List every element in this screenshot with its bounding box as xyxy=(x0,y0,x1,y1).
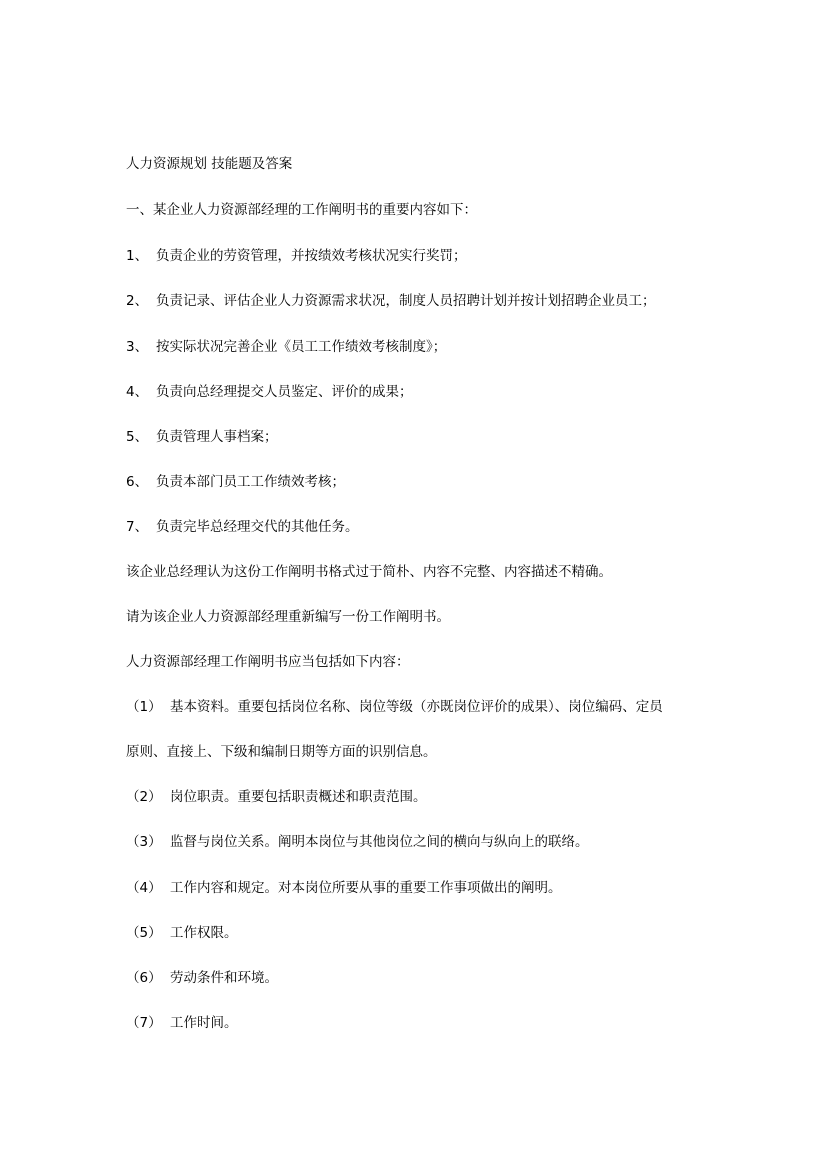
duty-item xyxy=(126,383,413,401)
duty-text: 负责记录、评估企业人力资源需求状况，制度人员招聘计划并按计划招聘企业员工； xyxy=(156,293,656,309)
duty-number: 5、 xyxy=(126,429,149,445)
duty-text: 负责管理人事档案； xyxy=(156,429,278,445)
duty-text: 负责向总经理提交人员鉴定、评价的成果； xyxy=(156,384,413,400)
answer-item xyxy=(126,698,663,716)
answer-text: 基本资料。重要包括岗位名称、岗位等级（亦既岗位评价的成果）、岗位编码、定员 xyxy=(170,699,663,715)
duty-item xyxy=(126,338,446,356)
answer-text: 岗位职责。重要包括职责概述和职责范围。 xyxy=(170,789,427,805)
answer-text: 劳动条件和环境。 xyxy=(170,970,278,986)
answer-item xyxy=(126,833,589,851)
answer-number: （2） xyxy=(126,789,162,805)
answer-item xyxy=(126,788,427,806)
duty-number: 3、 xyxy=(126,339,149,355)
duty-number: 1、 xyxy=(126,248,149,264)
duty-text: 按实际状况完善企业《员工工作绩效考核制度》； xyxy=(156,339,447,355)
answer-number: （6） xyxy=(126,970,162,986)
answer-text: 监督与岗位关系。阐明本岗位与其他岗位之间的横向与纵向上的联络。 xyxy=(170,834,589,850)
duty-item xyxy=(126,428,278,446)
answer-number: （1） xyxy=(126,699,162,715)
answer-number: （4） xyxy=(126,880,162,896)
duty-text: 负责完毕总经理交代的其他任务。 xyxy=(156,519,359,535)
duty-item xyxy=(126,518,359,536)
answer-text: 原则、直接上、下级和编制日期等方面的识别信息。 xyxy=(126,744,437,760)
duty-number: 2、 xyxy=(126,293,149,309)
answer-text: 工作权限。 xyxy=(170,925,238,941)
answer-number: （7） xyxy=(126,1015,162,1031)
duty-item xyxy=(126,473,345,491)
answer-item-continuation xyxy=(126,743,437,761)
duty-number: 4、 xyxy=(126,384,149,400)
answer-intro: 人力资源部经理工作阐明书应当包括如下内容： xyxy=(126,654,410,670)
duty-item xyxy=(126,247,467,265)
duty-text: 负责企业的劳资管理，并按绩效考核状况实行奖罚； xyxy=(156,248,467,264)
duty-text: 负责本部门员工工作绩效考核； xyxy=(156,474,345,490)
answer-text: 工作时间。 xyxy=(170,1015,238,1031)
answer-item xyxy=(126,969,278,987)
task-paragraph: 请为该企业人力资源部经理重新编写一份工作阐明书。 xyxy=(126,609,450,625)
answer-item xyxy=(126,924,238,942)
duty-number: 6、 xyxy=(126,474,149,490)
answer-item xyxy=(126,879,562,897)
answer-number: （3） xyxy=(126,834,162,850)
answer-item xyxy=(126,1014,238,1032)
duty-number: 7、 xyxy=(126,519,149,535)
duty-item xyxy=(126,292,656,310)
answer-number: （5） xyxy=(126,925,162,941)
answer-text: 工作内容和规定。对本岗位所要从事的重要工作事项做出的阐明。 xyxy=(170,880,562,896)
document-title: 人力资源规划 技能题及答案 xyxy=(126,156,293,172)
question-intro: 一、某企业人力资源部经理的工作阐明书的重要内容如下： xyxy=(126,202,477,218)
comment-paragraph: 该企业总经理认为这份工作阐明书格式过于简朴、内容不完整、内容描述不精确。 xyxy=(126,564,612,580)
